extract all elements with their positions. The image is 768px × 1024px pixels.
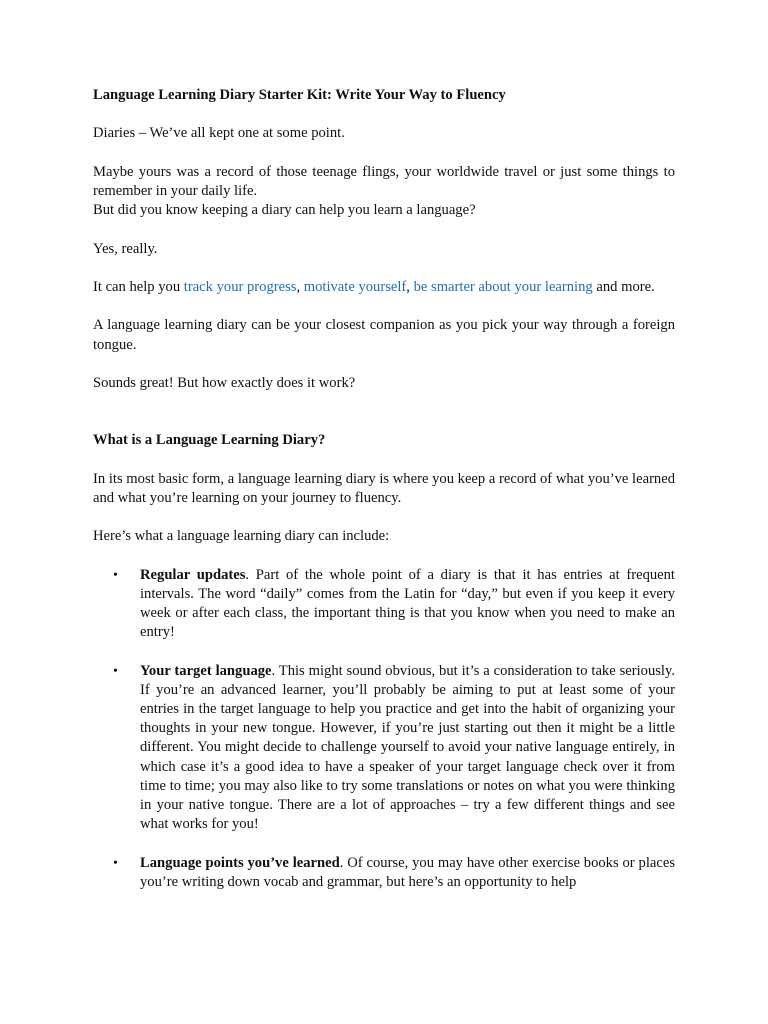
paragraph-benefits [93,278,675,297]
document-title: Language Learning Diary Starter Kit: Write Your Way to Fluency [93,87,506,103]
link-smarter-learning[interactable]: be smarter about your learning [413,278,593,295]
intro-paragraph: Diaries – We’ve all kept one at some point. [93,125,345,142]
link-motivate-yourself[interactable]: motivate yourself [303,278,407,295]
benefits-prefix: It can help you [93,278,184,295]
list-item-text: . Part of the whole point of a diary is that it has entries at frequent intervals. The word “daily” comes from the Latin for “day,” but even if you keep it every week or after each class, the important thing is that you know when you need to make an entry! [140,566,675,641]
list-item [93,566,675,643]
paragraph-how-it-works: Sounds great! But how exactly does it work? [93,374,356,391]
benefits-sep1: , [296,278,304,295]
bullet-icon: • [113,567,118,583]
link-track-progress[interactable]: track your progress [183,278,297,295]
list-item-text: . Of course, you may have other exercise books or places you’re writing down vocab and grammar, but here’s an opportunity to help [140,854,675,890]
paragraph-basic-form: In its most basic form, a language learning diary is where you keep a record of what you’ve learned and what you’re learning on your journey to fluency. [93,470,675,506]
include-list [93,566,675,892]
paragraph-diary-uses [93,163,675,221]
list-item [93,662,675,835]
paragraph-diary-uses-line1: Maybe yours was a record of those teenage flings, your worldwide travel or just some things to remember in your daily life. [93,163,675,199]
benefits-sep2: , [406,278,414,295]
paragraph-diary-uses-line2: But did you know keeping a diary can help you learn a language? [93,202,476,219]
list-item-term: Regular updates [140,566,246,583]
benefits-suffix: and more. [592,278,655,295]
bullet-icon: • [113,663,118,679]
list-item-text: . This might sound obvious, but it’s a consideration to take seriously. If you’re an advanced learner, you’ll probably be aiming to put at least some of your entries in the target language to help you practice and get into the habit of organizing your thoughts in your new tongue. However, if you’re just starting out then it might be a little different. You might decide to challenge yourself to avoid your native language entirely, in which case it’s a good idea to have a speaker of your target language check over it from time to time; you may also like to try some translations or notes on what you were thinking in your native tongue. There are a lot of approaches – try a few different things and see what works for you! [140,662,675,833]
list-item-term: Your target language [140,662,272,679]
section-heading: What is a Language Learning Diary? [93,432,326,449]
list-item-term: Language points you’ve learned [140,854,340,871]
paragraph-yes-really: Yes, really. [93,240,158,257]
list-item [93,854,675,892]
bullet-icon: • [113,855,118,871]
document-body [93,86,675,911]
paragraph-companion: A language learning diary can be your closest companion as you pick your way through a foreign tongue. [93,317,675,353]
paragraph-can-include: Here’s what a language learning diary can include: [93,528,390,545]
